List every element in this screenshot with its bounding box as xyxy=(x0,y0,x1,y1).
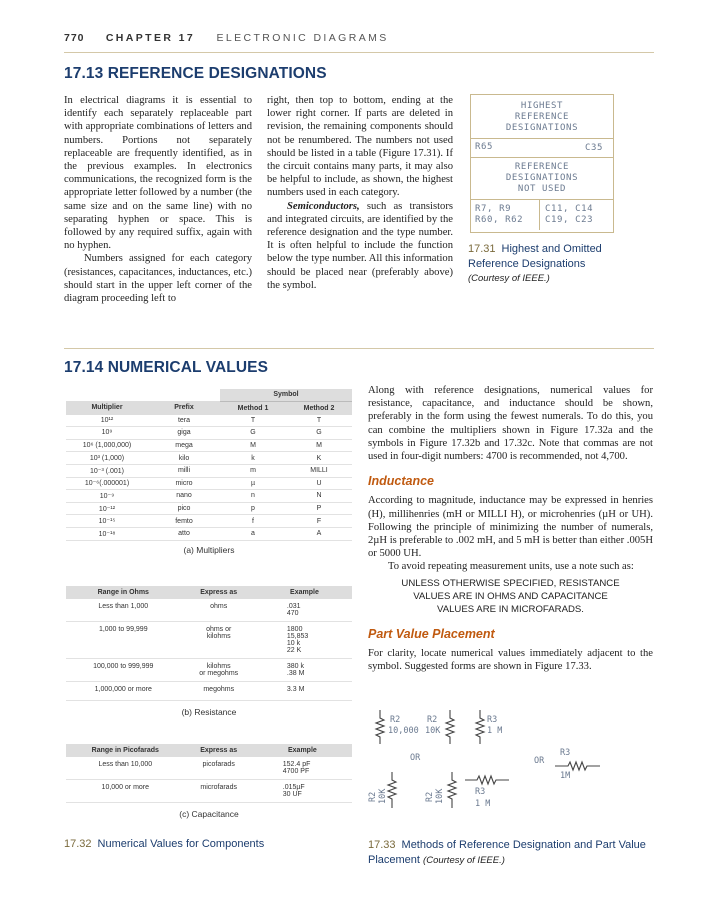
resistor-horizontal-2 xyxy=(465,776,509,784)
capacitance-example-cell xyxy=(253,757,352,780)
header-rule xyxy=(64,52,654,53)
section-heading-1713: 17.13 REFERENCE DESIGNATIONS xyxy=(64,65,327,82)
resistance-express-cell xyxy=(181,659,257,682)
fig-1731-c-unused-2: C19, C23 xyxy=(545,215,594,225)
fig-1733-number: 17.33 xyxy=(368,839,396,851)
capacitance-example-line: .015µF xyxy=(282,784,305,791)
resistance-range-cell: 1,000 to 99,999 xyxy=(66,622,181,659)
sec2-para4: For clarity, locate numerical values immediately adjacent to the symbol. Suggested forms are shown in Figure 17.33. xyxy=(368,647,653,673)
method1-cell: m xyxy=(220,464,286,477)
multiplier-cell: 10⁻⁹ xyxy=(66,490,148,503)
prefix-cell: giga xyxy=(148,427,220,440)
method1-cell: T xyxy=(220,415,286,427)
prefix-cell: tera xyxy=(148,415,220,427)
fig-1731-hdr2: REFERENCE xyxy=(514,112,570,122)
resistance-range-cell: Less than 1,000 xyxy=(66,599,181,622)
capacitance-express-line: microfarads xyxy=(200,784,237,791)
resistance-row xyxy=(66,659,352,682)
col-express-as-c: Express as xyxy=(185,744,253,757)
fig-1731-title: Highest and Omitted Reference Designations xyxy=(468,243,602,270)
resistance-row xyxy=(66,682,352,701)
method1-cell: f xyxy=(220,515,286,528)
sec1-column-1 xyxy=(64,94,252,305)
sec1-col1-para1: In electrical diagrams it is essential to identify each separately replaceable part with appropriate combinations of letters and numbers. Portions not separately replaceable are frequently identified, as in the previous examples. In electronics communications, the recognized form is the appropriate letter followed by a number (the same size and on the same line) with no separating hyphen or space. This is followed by any required suffix, again with no hyphen. xyxy=(64,95,252,252)
multiplier-cell: 10³ (1,000) xyxy=(66,452,148,465)
col-multiplier: Multiplier xyxy=(66,401,148,415)
sec2-column xyxy=(368,384,653,673)
col-example-b: Example xyxy=(257,586,352,599)
multiplier-row xyxy=(66,439,352,452)
label-r3a: R3 xyxy=(487,715,498,725)
fig-1731-r-unused-1: R7, R9 xyxy=(475,204,512,214)
resistor-vertical-2 xyxy=(446,710,454,744)
capacitance-express-cell xyxy=(185,780,253,803)
fig-1731-hdr3: DESIGNATIONS xyxy=(505,123,579,133)
table-multipliers xyxy=(66,389,352,555)
resistor-vertical-1 xyxy=(376,710,384,744)
capacitance-range-cell: Less than 10,000 xyxy=(66,757,185,780)
resistance-express-line: kilohms xyxy=(206,633,231,640)
resistance-example-cell xyxy=(257,659,352,682)
chapter-title: ELECTRONIC DIAGRAMS xyxy=(216,32,389,44)
section-divider xyxy=(64,348,654,349)
label-1m-b: 1M xyxy=(560,771,571,781)
label-or-1: OR xyxy=(410,753,421,763)
label-or-2: OR xyxy=(534,756,545,766)
label-r3c: R3 xyxy=(475,787,486,797)
table-capacitance-caption: (c) Capacitance xyxy=(179,809,239,819)
fig-1731-c-unused-1: C11, C14 xyxy=(545,204,594,214)
resistance-example-line: 15,853 xyxy=(286,633,309,640)
multiplier-row xyxy=(66,452,352,465)
sec1-col2-para2 xyxy=(267,200,453,292)
multiplier-cell: 10¹² xyxy=(66,415,148,427)
multiplier-cell: 10⁻³ (.001) xyxy=(66,464,148,477)
sec1-col2-para1: right, then top to bottom, ending at the lower right corner. If parts are deleted in revision, the remaining components should not be renumbered. The numbers not used should be listed in a table (Figure 17.31). If the circuit contains many parts, it may also be helpful to include, as shown, the highest numbers used in each category. xyxy=(267,95,453,199)
prefix-cell: kilo xyxy=(148,452,220,465)
multiplier-row xyxy=(66,415,352,427)
label-10k-c: 10K xyxy=(378,788,388,804)
semiconductors-term: Semiconductors, xyxy=(287,200,360,212)
sec2-para2: According to magnitude, inductance may be expressed in henries (H), millihenries (mH or MILLI H), or microhenries (µH or UH). Following the principle of minimizing the number of numerals, 2µH is preferable to .002 mH, and 5 mH is better than either .005H or 5000 UH. xyxy=(368,495,654,560)
running-head xyxy=(64,32,389,44)
multiplier-cell: 10⁻¹² xyxy=(66,502,148,515)
fig-1731-hdr1: HIGHEST xyxy=(520,101,564,111)
capacitance-example-line: 30 UF xyxy=(282,791,302,798)
label-r2d: R2 xyxy=(425,791,435,802)
method2-cell: A xyxy=(286,527,352,540)
resistor-horizontal-1 xyxy=(555,762,600,770)
col-prefix: Prefix xyxy=(148,401,220,415)
method2-cell: M xyxy=(286,439,352,452)
label-r2a: R2 xyxy=(390,715,401,725)
resistance-example-line: 380 k xyxy=(286,663,305,670)
table-capacitance xyxy=(66,744,352,819)
capacitance-example-line: 152.4 pF xyxy=(282,761,311,768)
method2-cell: G xyxy=(286,427,352,440)
fig-1731-r-unused-2: R60, R62 xyxy=(475,215,524,225)
resistance-example-line: 22 K xyxy=(286,647,302,654)
col-range-pf: Range in Picofarads xyxy=(66,744,185,757)
sec2-para3: To avoid repeating measurement units, use a note such as: xyxy=(388,561,634,573)
method1-cell: a xyxy=(220,527,286,540)
resistance-example-line: 470 xyxy=(286,610,299,617)
prefix-cell: nano xyxy=(148,490,220,503)
resistance-express-cell xyxy=(181,599,257,622)
resistance-express-line: or megohms xyxy=(199,670,239,677)
method1-cell: M xyxy=(220,439,286,452)
prefix-cell: milli xyxy=(148,464,220,477)
capacitance-example-cell xyxy=(253,780,352,803)
label-10k-d: 10K xyxy=(435,788,445,804)
resistance-example-line: .38 M xyxy=(286,670,305,677)
chapter-label: CHAPTER 17 xyxy=(105,32,196,44)
fig-1733-caption xyxy=(368,838,648,868)
fig-1731-credit: (Courtesy of IEEE.) xyxy=(468,273,550,284)
method2-cell: MILLI xyxy=(286,464,352,477)
resistance-express-cell xyxy=(181,682,257,701)
capacitance-express-cell xyxy=(185,757,253,780)
resistance-row xyxy=(66,622,352,659)
label-r2b: R2 xyxy=(427,715,438,725)
method2-cell: P xyxy=(286,502,352,515)
fig-1731-table xyxy=(470,94,614,233)
multiplier-row xyxy=(66,490,352,503)
note-line-1: UNLESS OTHERWISE SPECIFIED, RESISTANCE xyxy=(401,577,620,589)
method1-cell: k xyxy=(220,452,286,465)
capacitance-example-line: 4700 PF xyxy=(282,768,310,775)
sec1-column-2 xyxy=(267,94,453,292)
table-resistance xyxy=(66,586,352,717)
multiplier-row xyxy=(66,464,352,477)
capacitance-express-line: picofarads xyxy=(202,761,235,768)
multiplier-cell: 10⁻¹⁵ xyxy=(66,515,148,528)
sec2-para1: Along with reference designations, numerical values for resistance, capacitance, and inductance should be shown, preferably in the form using the fewest numerals. To do this, you can combine the multipliers shown in Figure 17.32a and the symbols in Figure 17.32b and 17.32c. Note that commas are not used in four-digit numbers: 4700 is recommended, not 4,700. xyxy=(368,385,653,463)
prefix-cell: pico xyxy=(148,502,220,515)
prefix-cell: micro xyxy=(148,477,220,490)
fig-1731-hdr6: NOT USED xyxy=(517,184,567,194)
table-resistance-caption: (b) Resistance xyxy=(181,706,237,717)
label-10000: 10,000 xyxy=(388,726,419,736)
fig-1732-number: 17.32 xyxy=(64,838,92,850)
fig-1731-caption xyxy=(468,242,633,272)
method1-cell: µ xyxy=(220,477,286,490)
resistor-vertical-5 xyxy=(448,772,456,808)
subheading-inductance: Inductance xyxy=(368,474,434,489)
resistance-row xyxy=(66,599,352,622)
method2-cell: U xyxy=(286,477,352,490)
capacitance-row xyxy=(66,757,352,780)
label-r3b: R3 xyxy=(560,748,571,758)
resistor-vertical-3 xyxy=(476,710,484,744)
method2-cell: T xyxy=(286,415,352,427)
method2-cell: N xyxy=(286,490,352,503)
resistance-example-line: 1800 xyxy=(286,626,303,633)
symbol-header: Symbol xyxy=(220,389,352,401)
subheading-part-value-placement: Part Value Placement xyxy=(368,626,495,641)
resistance-example-cell xyxy=(257,599,352,622)
fig-1731-number: 17.31 xyxy=(468,243,496,255)
multiplier-row xyxy=(66,427,352,440)
resistance-express-line: ohms xyxy=(210,603,228,610)
fig-1731-hdr5: DESIGNATIONS xyxy=(505,173,579,183)
prefix-cell: atto xyxy=(148,527,220,540)
resistance-range-cell: 1,000,000 or more xyxy=(66,682,181,701)
capacitance-range-cell: 10,000 or more xyxy=(66,780,185,803)
table-multipliers-caption: (a) Multipliers xyxy=(183,544,235,555)
resistance-example-cell xyxy=(257,682,352,701)
resistance-example-line: .031 xyxy=(286,603,301,610)
fig-1731-r-high: R65 xyxy=(475,142,494,152)
col-express-as-b: Express as xyxy=(181,586,257,599)
resistance-example-line: 10 k xyxy=(286,640,301,647)
multiplier-cell: 10⁻¹⁸ xyxy=(66,527,148,540)
multiplier-cell: 10⁶ (1,000,000) xyxy=(66,439,148,452)
label-1m-a: 1 M xyxy=(487,726,503,736)
page-number: 770 xyxy=(64,32,85,44)
label-1m-c: 1 M xyxy=(475,799,491,809)
fig-1733-diagram xyxy=(362,708,642,820)
method2-cell: K xyxy=(286,452,352,465)
resistance-example-line: 3.3 M xyxy=(286,686,305,693)
col-range-ohms: Range in Ohms xyxy=(66,586,181,599)
label-10k: 10K xyxy=(425,726,441,736)
resistance-express-line: ohms or xyxy=(206,626,232,633)
method2-cell: F xyxy=(286,515,352,528)
multiplier-cell: 10⁹ xyxy=(66,427,148,440)
note-line-3: VALUES ARE IN MICROFARADS. xyxy=(437,603,584,615)
sec1-col1-para2: Numbers assigned for each category (resistances, capacitances, inductances, etc.) should start in the upper left corner of the diagram proceeding left to xyxy=(64,253,252,305)
capacitance-row xyxy=(66,780,352,803)
resistor-vertical-4 xyxy=(388,772,396,808)
col-method-2: Method 2 xyxy=(286,401,352,415)
label-r2c: R2 xyxy=(368,791,378,802)
method1-cell: p xyxy=(220,502,286,515)
fig-1733-title: Methods of Reference Designation and Part Value Placement xyxy=(368,839,646,866)
multiplier-row xyxy=(66,515,352,528)
multiplier-row xyxy=(66,527,352,540)
multiplier-cell: 10⁻⁶(.000001) xyxy=(66,477,148,490)
fig-1733-credit: (Courtesy of IEEE.) xyxy=(423,855,505,866)
resistance-express-line: kilohms xyxy=(206,663,231,670)
resistance-example-cell xyxy=(257,622,352,659)
fig-1732-title: Numerical Values for Components xyxy=(97,838,265,850)
sec1-col2-para2-text: such as transistors and integrated circuits, are identified by the reference designation and the type number. It is often helpful to include the function below the type number. All this information should be placed near (preferably above) the symbol. xyxy=(267,200,453,291)
multiplier-row xyxy=(66,477,352,490)
resistance-express-line: megohms xyxy=(203,686,235,693)
col-example-c: Example xyxy=(253,744,352,757)
resistance-express-cell xyxy=(181,622,257,659)
prefix-cell: femto xyxy=(148,515,220,528)
method1-cell: n xyxy=(220,490,286,503)
multiplier-row xyxy=(66,502,352,515)
prefix-cell: mega xyxy=(148,439,220,452)
fig-1732-caption xyxy=(64,838,264,850)
col-method-1: Method 1 xyxy=(220,401,286,415)
note-line-2: VALUES ARE IN OHMS AND CAPACITANCE xyxy=(413,590,608,602)
fig-1731-hdr4: REFERENCE xyxy=(514,162,570,172)
resistance-range-cell: 100,000 to 999,999 xyxy=(66,659,181,682)
fig-1731-c-high: C35 xyxy=(584,143,603,153)
section-heading-1714: 17.14 NUMERICAL VALUES xyxy=(64,359,269,376)
method1-cell: G xyxy=(220,427,286,440)
